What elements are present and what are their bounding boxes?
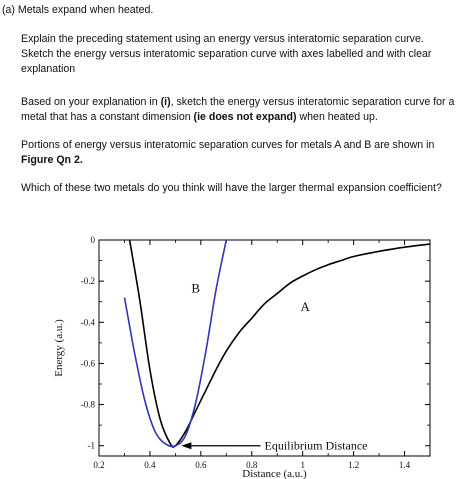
energy-separation-chart bbox=[0, 226, 474, 479]
series-line-a bbox=[130, 240, 430, 447]
para2-line1-post: , sketch the energy versus interatomic separation curve for a bbox=[170, 96, 455, 108]
y-tick-label: 0 bbox=[90, 235, 95, 245]
x-tick-label: 0.2 bbox=[93, 460, 105, 470]
equilibrium-arrow-head bbox=[181, 442, 191, 449]
para2-line2-bold: (ie does not expand) bbox=[193, 111, 297, 123]
para1-line2: Sketch the energy versus interatomic separation curve with axes labelled and with clear bbox=[21, 48, 432, 60]
para1-line1: Explain the preceding statement using an energy versus interatomic separation curve. bbox=[21, 33, 424, 45]
x-tick-label: 1.4 bbox=[398, 460, 411, 470]
para3-line1: Portions of energy versus interatomic separation curves for metals A and B are shown in bbox=[21, 139, 435, 151]
para2-line2-post: when heated up. bbox=[296, 111, 378, 123]
para2-line1 bbox=[21, 95, 454, 110]
x-tick-label: 1.2 bbox=[347, 460, 360, 470]
y-tick-label: -0.8 bbox=[80, 399, 95, 410]
x-tick-label: 0.4 bbox=[144, 460, 156, 470]
y-axis-label: Energy (a.u.) bbox=[53, 319, 65, 377]
para2-line2-pre: metal that has a constant dimension bbox=[21, 111, 194, 123]
y-tick-label: -0.6 bbox=[80, 358, 95, 369]
para2-line2 bbox=[21, 110, 378, 125]
y-tick-label: -0.2 bbox=[80, 276, 95, 287]
series-label-a: A bbox=[300, 298, 310, 314]
para3-line2: Figure Qn 2. bbox=[21, 154, 83, 166]
para2-line1-bold: (i) bbox=[160, 96, 171, 108]
y-tick-label: -1 bbox=[87, 440, 95, 451]
x-tick-label: 0.6 bbox=[195, 460, 207, 470]
series-line-b bbox=[125, 240, 227, 446]
series-label-b: B bbox=[191, 280, 201, 296]
part-title: (a) Metals expand when heated. bbox=[2, 4, 154, 16]
x-tick-label: 0.8 bbox=[246, 460, 258, 470]
x-axis-label: Distance (a.u.) bbox=[242, 468, 307, 479]
x-tick-label: 1 bbox=[300, 460, 305, 470]
para1-line3: explanation bbox=[21, 63, 76, 75]
para2-line1-pre: Based on your explanation in bbox=[21, 96, 161, 108]
plot-frame bbox=[99, 240, 430, 456]
equilibrium-distance-label: Equilibrium Distance bbox=[264, 438, 368, 453]
para4: Which of these two metals do you think will have the larger thermal expansion coefficient? bbox=[21, 182, 442, 194]
y-tick-label: -0.4 bbox=[80, 317, 95, 328]
